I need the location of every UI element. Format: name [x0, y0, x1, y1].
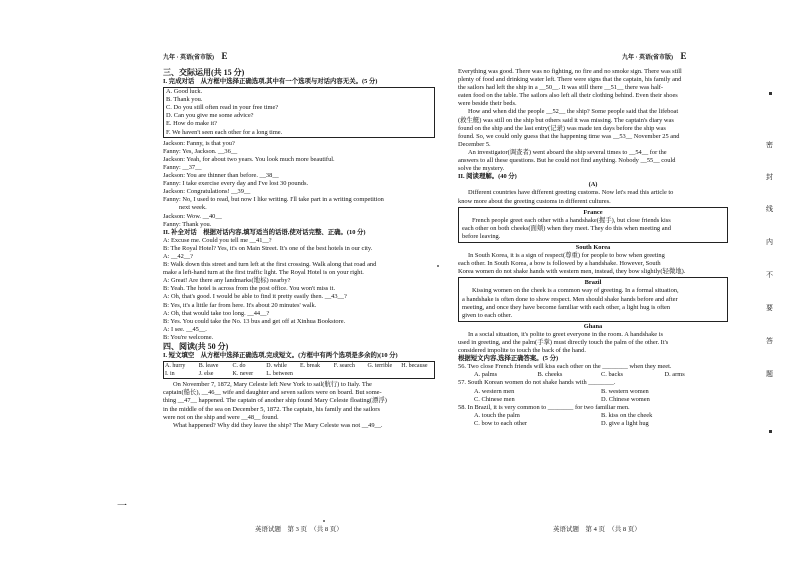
dialog1-line: Jackson: Wow. __40__ — [163, 212, 222, 220]
section-label: (A) — [588, 181, 598, 189]
option-b: B. Thank you. — [166, 96, 203, 104]
question-56: 56. Two close French friends will kiss each other on the ________ when they meet. — [458, 363, 672, 371]
brazil-box — [458, 277, 728, 321]
france-line: French people greet each other with a handshake(握手), but close friends kiss — [472, 216, 671, 224]
word-option: G. terrible — [367, 363, 393, 370]
word-option: L. between — [266, 371, 293, 378]
passage-cont-line: An investigator(调查者) went aboard the ship several times to __54__ for the — [468, 148, 667, 156]
q58-option: B. kiss on the cheek — [601, 411, 653, 419]
france-box — [458, 207, 728, 243]
scan-dot — [323, 520, 325, 522]
option-c: C. Do you still often read in your free time? — [166, 104, 279, 112]
word-option: B. leave — [198, 363, 219, 370]
seal-char: 封 — [766, 173, 773, 181]
passage-cont-line: Everything was good. There was no fighting, no fire and no smoke sign. There was still — [458, 68, 682, 75]
passage-cont-line: answers to all these questions. But he could not find anything. Nobody __55__ could — [458, 157, 676, 165]
left-footer: 英语试题 第 3 页 （共 8 页） — [255, 526, 343, 533]
passage-cont-line: found. So, we could only guess that the happening time was __53__ November 25 and — [458, 132, 680, 140]
passage-cont-line: found on the ship and the last entry(记录) was made ten days before the ship was — [458, 124, 666, 132]
dialog1-line: Jackson: You are thinner than before. __38__ — [163, 172, 279, 180]
q58-options-row2 — [458, 420, 728, 428]
dialog1-line: Fanny: Thank you. — [163, 220, 212, 228]
intro-line: Different countries have different greeting customs. Now let's read this article to — [468, 189, 674, 197]
section4-title: 四、阅读(共 50 分) — [163, 342, 229, 351]
part3-title: I. 短文填空 从方框中选择正确选项,完成短文。(方框中有两个选项是多余的)(10 分) — [163, 352, 398, 359]
dialog1-line: Jackson: Fanny, is that you? — [163, 139, 235, 147]
q56-option: D. arms — [664, 371, 685, 379]
q58-option: D. give a light hug — [601, 419, 649, 427]
seal-char: 密 — [766, 141, 773, 149]
question-58: 58. In Brazil, it is very common to ________ for two familiar men. — [458, 403, 630, 411]
q56-option: A. palms — [474, 371, 498, 379]
right-header — [622, 51, 687, 61]
margin-mark: 一 — [117, 501, 127, 512]
passage-cont-line: (救生艇) was still on the ship but others said it was missing. The captain's diary was — [458, 116, 674, 124]
seal-char: 不 — [766, 271, 773, 279]
passage-cont-line: solve the mystery. — [458, 165, 505, 173]
right-header-title: 九年 · 英语(省市版) — [622, 55, 673, 61]
right-header-code: E — [680, 51, 687, 61]
word-box — [163, 361, 435, 379]
q56-option: C. backs — [601, 371, 624, 379]
ghana-line: used in greeting, and the palm(手掌) must directly touch the palm of the other. It's — [458, 339, 669, 346]
korea-line: Korea women do not shake hands with western men, instead, they bow slightly(轻微地). — [458, 268, 686, 276]
ghana-line: In a social situation, it's polite to greet everyone in the room. A handshake is — [468, 330, 663, 338]
dialog1-line: Fanny: No, I used to read, but now I like writing. I'll take part in a writing competition — [163, 196, 384, 204]
passage-line: On November 7, 1872, Mary Celeste left New York to sail(航行) to Italy. The — [173, 381, 372, 389]
dialog1-line: Fanny: Yes, Jackson. __36__ — [163, 147, 238, 155]
q57-options-row2 — [458, 396, 728, 404]
seal-char: 内 — [766, 238, 773, 246]
binding-mark — [769, 92, 772, 95]
passage-line: were not on the ship and were __48__ found. — [163, 413, 279, 421]
word-option: F. search — [333, 363, 355, 370]
dialog1-line: Jackson: Yeah, for about two years. You look much more beautiful. — [163, 155, 335, 163]
seal-char: 要 — [766, 304, 773, 312]
passage-line: thing __47__ happened. The captain of another ship found Mary Celeste floating(漂浮) — [163, 397, 387, 405]
ghana-line: considered impolite to touch the back of the hand. — [458, 347, 586, 355]
brazil-line: a handshake is often done to show respect. Men should shake hands before and after — [462, 295, 678, 303]
dialog2-line: A: Great! Are there any landmarks(地标) nearby? — [163, 277, 291, 285]
section3-title: 三、交际运用(共 15 分) — [163, 68, 245, 77]
passage-cont-line: were beside their beds. — [458, 100, 517, 108]
binding-mark — [769, 430, 772, 433]
dialog2-line: B: You're welcome. — [163, 333, 214, 341]
france-line: each other on both cheeks(面颊) when they meet. They do this when meeting and — [462, 224, 671, 232]
dialog2-line: make a left-hand turn at the first traffic light. The Royal Hotel is on your right. — [163, 269, 364, 277]
passage-cont-line: December 5. — [458, 140, 491, 148]
q57-option: C. Chinese men — [474, 395, 515, 403]
dialog1-line: Jackson: Congratulations! __39__ — [163, 188, 251, 196]
q56-options — [458, 371, 728, 379]
korea-line: In South Korea, it is a sign of respect(尊重) for people to bow when greeting — [468, 252, 665, 260]
word-option: A. hurry — [165, 363, 186, 370]
left-column — [163, 68, 435, 430]
passage-cont-line: the sailors had left the ship in a __50__. It was still there __51__ there was half- — [458, 84, 663, 92]
left-header-title: 九年 · 英语(省市版) — [163, 55, 214, 61]
intro-line: know more about the greeting customs in different cultures. — [458, 197, 611, 205]
q57-option: A. western men — [474, 387, 515, 395]
passage-line: captain(船长), __46__ wife and daughter and seven sailors were on board. But some- — [163, 389, 382, 397]
scan-dot — [437, 265, 439, 267]
word-option: C. do — [232, 363, 246, 370]
dialog2-line: A: Oh, that would take too long. __44__? — [163, 309, 270, 317]
brazil-line: meeting, and once they have become familiar with each other, a light hug is often — [462, 303, 671, 311]
seal-char: 题 — [766, 370, 773, 378]
france-title: France — [583, 208, 603, 216]
passage-cont-line: eaten food on the table. The sailors also left all their clothing behind. Even their shoes — [458, 92, 678, 100]
brazil-title: Brazil — [584, 279, 602, 287]
dialog2-line: B: Yes, it's a little far from here. It's about 20 minutes' walk. — [163, 301, 317, 309]
left-header-code: E — [221, 51, 228, 61]
right-footer: 英语试题 第 4 页 （共 8 页） — [553, 526, 641, 533]
task-instruction: 根据短文内容,选择正确答案。(5 分) — [458, 355, 559, 363]
dialog2-line: A: Excuse me. Could you tell me __41__? — [163, 236, 272, 244]
option-a: A. Good luck. — [166, 88, 203, 96]
seal-char: 线 — [766, 205, 773, 213]
q58-options-row1 — [458, 412, 728, 420]
word-option: I. in — [165, 371, 175, 378]
france-line: before leaving. — [462, 232, 501, 240]
word-option: J. else — [198, 371, 214, 378]
dialog2-line: B: Walk down this street and turn left at the first crossing. Walk along that road and — [163, 261, 377, 269]
korea-title: South Korea — [575, 243, 611, 251]
q56-option: B. cheeks — [537, 371, 563, 379]
dialog2-line: A: __42__? — [163, 252, 193, 260]
ghana-title: Ghana — [583, 322, 603, 330]
seal-char: 答 — [766, 337, 773, 345]
brazil-line: Kissing women on the cheek is a common way of greeting. In a formal situation, — [472, 287, 679, 295]
dialog2-line: A: I see. __45__. — [163, 325, 207, 333]
dialog1-line: Fanny: I take exercise every day and I've lost 30 pounds. — [163, 180, 309, 188]
q58-option: C. bow to each other — [474, 419, 528, 427]
korea-line: each other. In South Korea, a bow is followed by a handshake. However, South — [458, 260, 661, 268]
word-option: K. never — [232, 371, 254, 378]
dialog2-line: B: The Royal Hotel? Yes, it's on Main Street. It's one of the best hotels in our city. — [163, 244, 373, 252]
option-e: E. How do make it? — [166, 120, 217, 128]
dialog2-line: B: Yeah. The hotel is across from the post office. You won't miss it. — [163, 285, 336, 293]
options-box — [163, 87, 435, 138]
passage-cont-line: How and when did the people __52__ the ship? Some people said that the lifeboat — [468, 108, 679, 116]
q58-option: A. touch the palm — [474, 411, 520, 419]
question-57: 57. South Korean women do not shake hands with ________. — [458, 379, 616, 387]
part1-title: I. 完成对话 从方框中选择正确选项,其中有一个选项与对话内容无关。(5 分) — [163, 78, 378, 85]
word-option: D. while — [266, 363, 287, 370]
dialog2-line: A: Oh, that's good. I would be able to find it pretty easily then. __43__? — [163, 293, 347, 301]
part2-title: II. 补全对话 根据对话内容,填写适当的话语,使对话完整、正确。(10 分) — [163, 228, 366, 236]
word-option: E. break — [300, 363, 320, 370]
dialog1-line: next week. — [179, 204, 207, 212]
q57-option: D. Chinese women — [601, 395, 650, 403]
left-header — [163, 51, 228, 61]
right-column — [458, 68, 728, 428]
word-option: H. because — [401, 363, 428, 370]
dialog2-line: B: Yes. You could take the No. 13 bus and get off at Xinhua Bookstore. — [163, 317, 346, 325]
q57-options-row1 — [458, 388, 728, 396]
option-f: F. We haven't seen each other for a long time. — [166, 128, 283, 136]
reading-part-title: II. 阅读理解。(40 分) — [458, 173, 517, 181]
q57-option: B. western women — [601, 387, 649, 395]
passage-line: in the middle of the sea on December 5, 1872. The captain, his family and the sailors — [163, 405, 380, 413]
brazil-line: given to each other. — [462, 311, 513, 319]
option-d: D. Can you give me some advice? — [166, 112, 254, 120]
passage-line: What happened? Why did they leave the ship? The Mary Celeste was not __49__. — [173, 421, 383, 429]
dialog1-line: Fanny: __37__ — [163, 163, 202, 171]
passage-cont-line: plenty of food and drinking water left. There were signs that the captain, his family and — [458, 76, 682, 84]
